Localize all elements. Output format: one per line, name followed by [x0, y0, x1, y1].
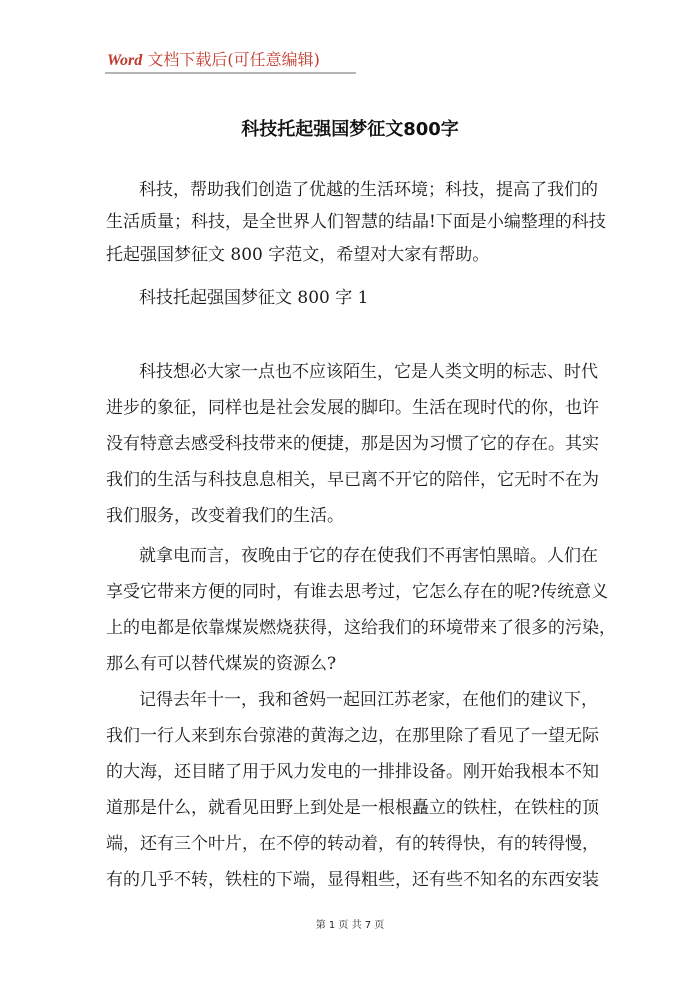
body-line: 进步的象征，同样也是社会发展的脚印。生活在现时代的你，也许: [106, 398, 599, 418]
body-line: 就拿电而言，夜晚由于它的存在使我们不再害怕黑暗。人们在: [139, 546, 598, 566]
header-text: 文档下载后(可任意编辑): [142, 50, 320, 69]
body-line: 享受它带来方便的同时，有谁去思考过，它怎么存在的呢?传统意义: [106, 582, 609, 602]
body-line: 上的电都是依靠煤炭燃烧获得，这给我们的环境带来了很多的污染，: [106, 618, 616, 638]
body-line: 科技想必大家一点也不应该陌生，它是人类文明的标志、时代: [139, 362, 598, 382]
header-divider: [105, 72, 356, 74]
body-line: 托起强国梦征文 800 字范文，希望对大家有帮助。: [106, 245, 490, 265]
body-line: 端，还有三个叶片，在不停的转动着，有的转得快，有的转得慢，: [106, 834, 599, 854]
body-line: 我们一行人来到东台弶港的黄海之边，在那里除了看见了一望无际: [106, 726, 599, 746]
body-line: 记得去年十一，我和爸妈一起回江苏老家，在他们的建议下，: [139, 690, 598, 710]
body-line: 我们的生活与科技息息相关，早已离不开它的陪伴，它无时不在为: [106, 470, 599, 490]
page-title: 科技托起强国梦征文800字: [241, 119, 459, 140]
download-header-link[interactable]: [107, 50, 320, 71]
section-heading: 科技托起强国梦征文 800 字 1: [139, 288, 369, 308]
body-line: 我们服务，改变着我们的生活。: [106, 506, 344, 526]
body-line: 道那是什么，就看见田野上到处是一根根矗立的铁柱，在铁柱的顶: [106, 798, 599, 818]
header-word: Word: [107, 52, 143, 69]
body-line: 那么有可以替代煤炭的资源么?: [106, 654, 337, 674]
page-number: 第 1 页 共 7 页: [315, 920, 385, 931]
body-line: 科技，帮助我们创造了优越的生活环境；科技，提高了我们的: [139, 180, 598, 200]
body-line: 没有特意去感受科技带来的便捷，那是因为习惯了它的存在。其实: [106, 434, 599, 454]
body-line: 的大海，还目睹了用于风力发电的一排排设备。刚开始我根本不知: [106, 762, 599, 782]
body-line: 有的几乎不转，铁柱的下端，显得粗些，还有些不知名的东西安装: [106, 870, 599, 890]
body-line: 生活质量；科技，是全世界人们智慧的结晶!下面是小编整理的科技: [106, 212, 606, 232]
